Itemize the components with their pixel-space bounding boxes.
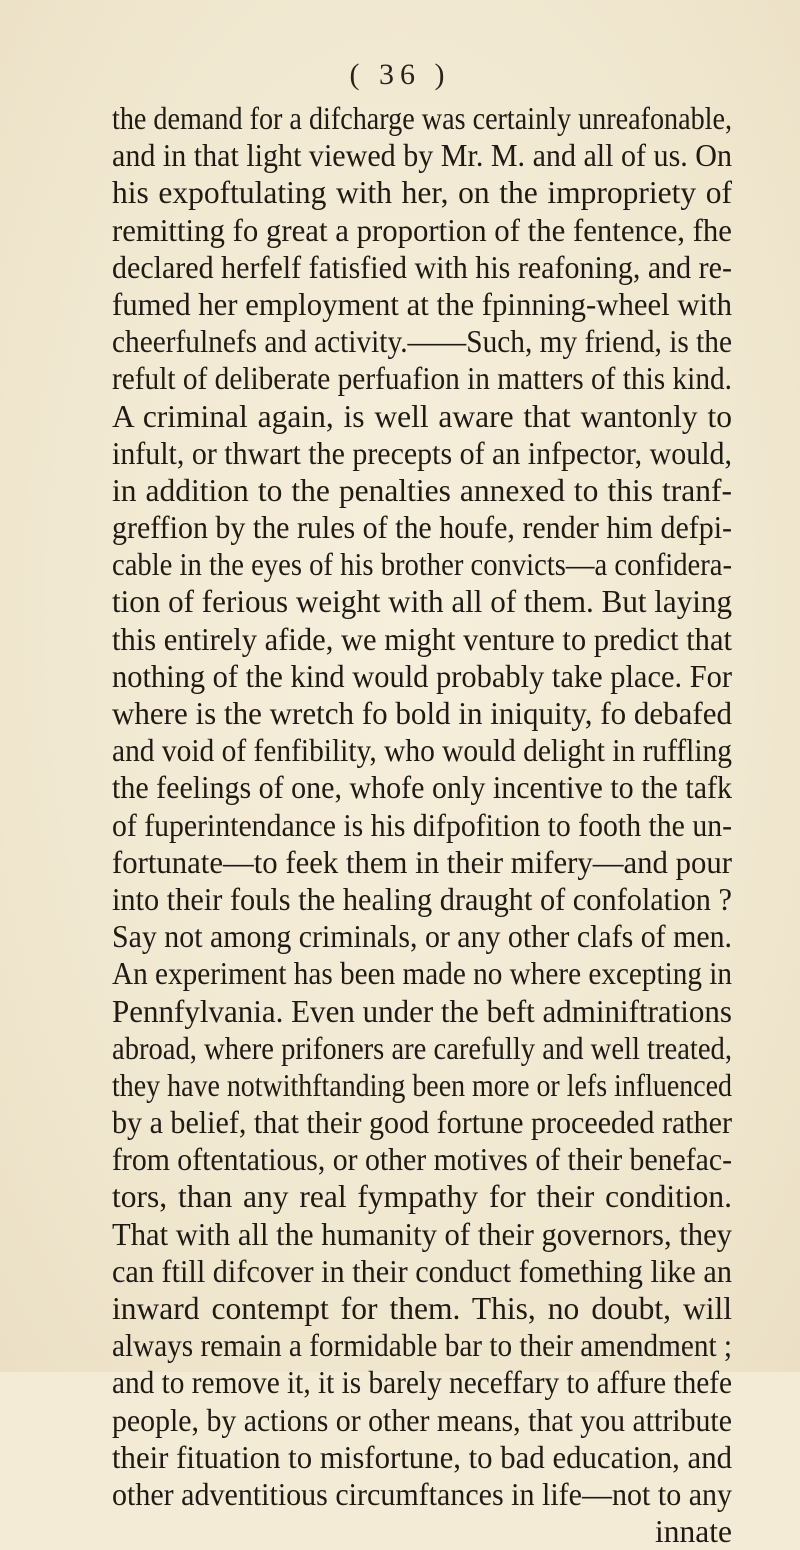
text-line: nothing of the kind would probably take place. For (112, 658, 733, 694)
text-line: can ftill difcover in their conduct fomething like an (112, 1253, 732, 1289)
text-line: infult, or thwart the precepts of an infpector, would, (112, 435, 733, 471)
text-line: and to remove it, it is barely neceffary to affure thefe (112, 1365, 733, 1401)
text-line: A criminal again, is well aware that wantonly to (112, 398, 732, 434)
text-line: and in that light viewed by Mr. M. and all of us. On (112, 138, 733, 174)
text-line: of fuperintendance is his difpofition to footh the un- (112, 807, 733, 843)
text-line: tion of ferious weight with all of them. But laying (112, 584, 732, 620)
text-line: That with all the humanity of their governors, they (112, 1216, 733, 1252)
body-text (112, 100, 732, 1550)
text-line: Pennfylvania. Even under the beft adminiftrations (112, 993, 733, 1029)
text-line: refult of deliberate perfuafion in matters of this kind. (112, 361, 732, 397)
text-line: cable in the eyes of his brother convicts—a confidera- (112, 547, 733, 583)
text-line: people, by actions or other means, that you attribute (112, 1402, 732, 1438)
text-line: abroad, where prifoners are carefully and well treated, (112, 1030, 732, 1066)
text-line: other adventitious circumftances in life—not to any (112, 1476, 733, 1512)
text-line: tors, than any real fympathy for their condition. (112, 1179, 732, 1215)
text-line: this entirely afide, we might venture to predict that (112, 621, 732, 657)
text-line: their fituation to misfortune, to bad education, and (112, 1439, 733, 1475)
page-number: ( 36 ) (349, 58, 451, 91)
text-line: remitting fo great a proportion of the fentence, fhe (112, 212, 732, 248)
text-line: Say not among criminals, or any other clafs of men. (112, 919, 733, 955)
text-line: An experiment has been made no where excepting in (112, 956, 733, 992)
text-line: the feelings of one, whofe only incentive to the tafk (112, 770, 733, 806)
text-line: his expoftulating with her, on the impropriety of (112, 175, 732, 211)
text-line: always remain a formidable bar to their amendment ; (112, 1328, 733, 1364)
text-line: into their fouls the healing draught of confolation ? (112, 881, 733, 917)
text-line: and void of fenfibility, who would delight in ruffling (112, 733, 732, 769)
text-line: declared herfelf fatisfied with his reafoning, and re- (112, 249, 732, 285)
text-line: fortunate—to feek them in their mifery—and pour (112, 844, 732, 880)
text-line: the demand for a difcharge was certainly unreafonable, (112, 101, 733, 136)
text-line: they have notwithftanding been more or lefs influenced (112, 1067, 732, 1103)
text-line: from oftentatious, or other motives of their benefac- (112, 1142, 733, 1178)
text-line: inward contempt for them. This, no doubt, will (112, 1291, 732, 1326)
text-line: where is the wretch fo bold in iniquity, fo debafed (112, 696, 733, 731)
text-line: fumed her employment at the fpinning-wheel with (112, 286, 733, 322)
catchword: innate (655, 1514, 732, 1550)
text-line: by a belief, that their good fortune proceeded rather (112, 1105, 733, 1141)
text-line: cheerfulnefs and activity.——Such, my friend, is the (112, 324, 733, 360)
text-line: greffion by the rules of the houfe, render him defpi- (112, 510, 733, 546)
text-line: in addition to the penalties annexed to this tranf- (112, 472, 732, 508)
